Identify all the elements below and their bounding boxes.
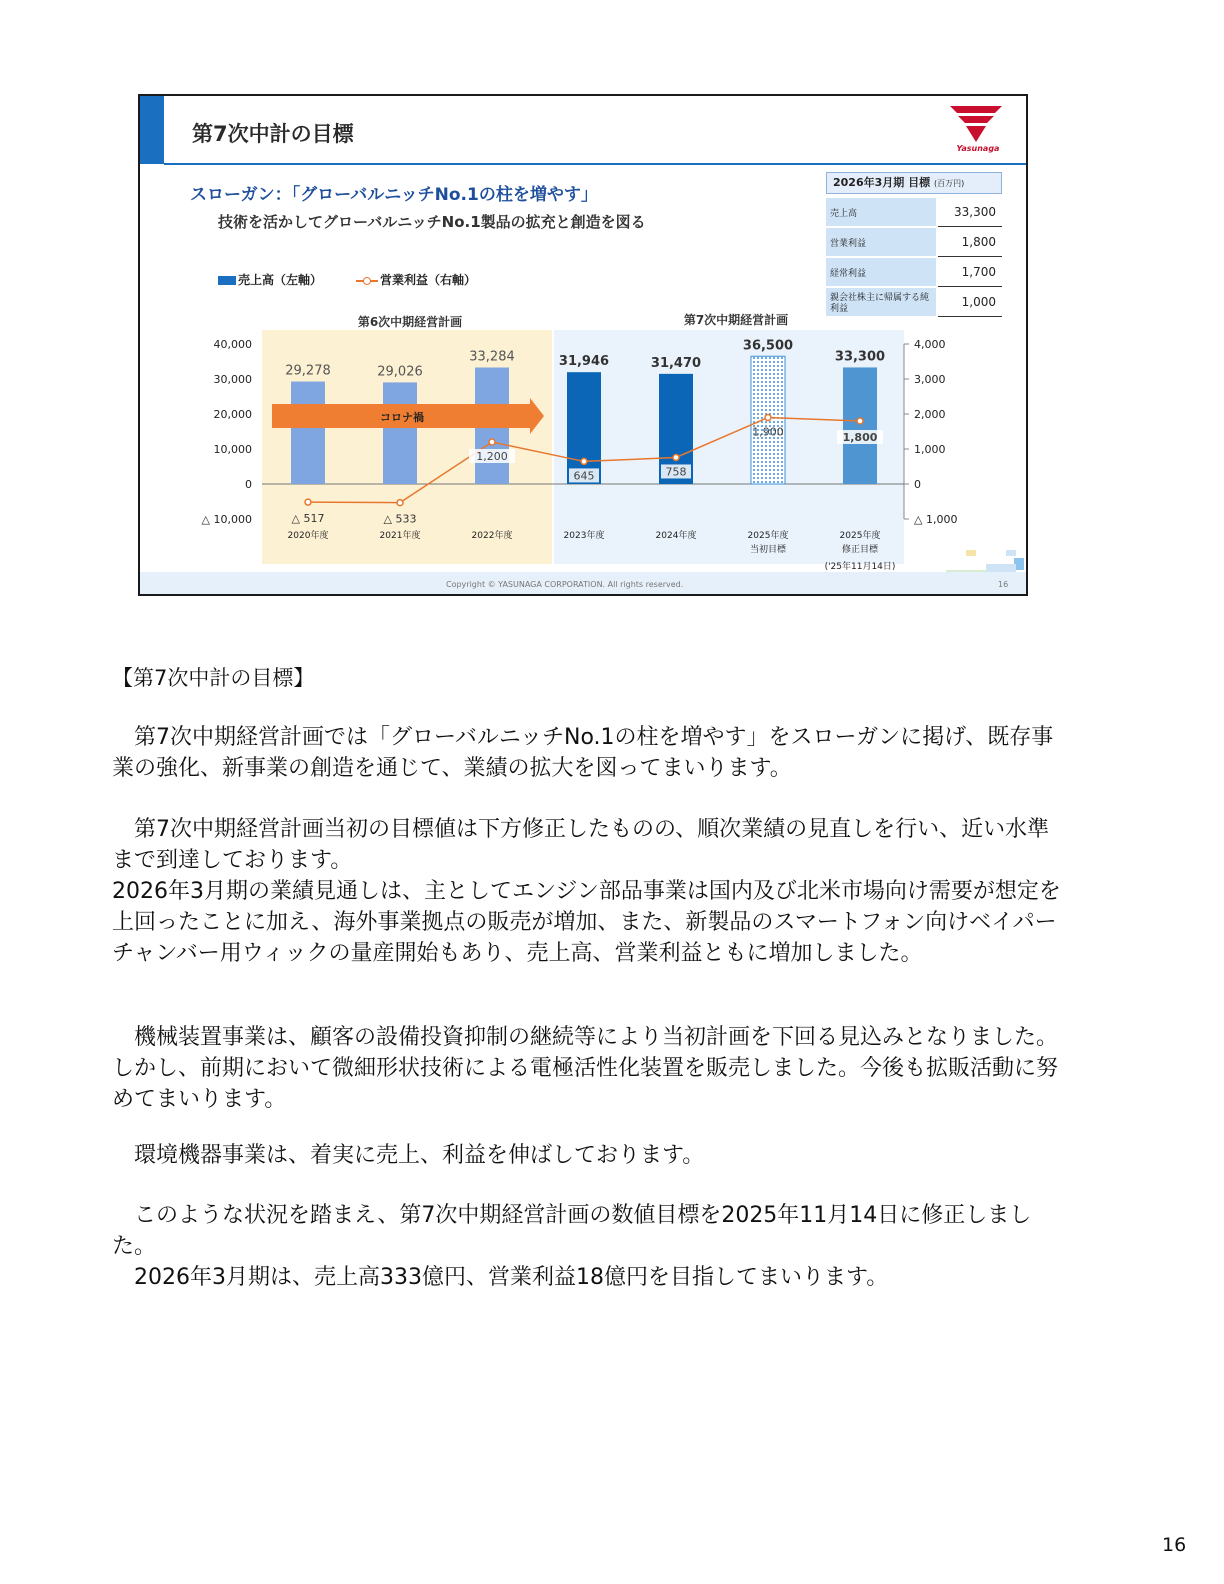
sales-value-label: 29,026	[377, 364, 423, 380]
sales-bar	[291, 382, 325, 484]
y-tick-right: 4,000	[914, 338, 946, 351]
x-category-label: 修正目標	[841, 545, 879, 555]
profit-value-label: 1,200	[476, 450, 508, 463]
profit-value-label: △ 517	[291, 512, 325, 526]
target-label-sales: 売上高	[826, 198, 936, 227]
section-title: 【第7次中計の目標】	[112, 666, 315, 690]
profit-value-label: 758	[665, 465, 687, 479]
decorative-square	[966, 550, 976, 556]
sales-value-label: 33,300	[834, 349, 886, 365]
y-tick-left: 20,000	[213, 408, 252, 421]
y-tick-right: 1,000	[914, 443, 946, 456]
y-tick-left: △ 10,000	[201, 513, 252, 526]
profit-value-label: 1,900	[752, 425, 784, 439]
paragraph: 環境機器事業は、着実に売上、利益を伸ばしております。	[112, 1143, 705, 1168]
operating-profit-point	[305, 499, 311, 505]
y-tick-left: 30,000	[213, 373, 252, 386]
target-label-net-income: 親会社株主に帰属する純利益	[826, 288, 936, 317]
operating-profit-point	[765, 415, 771, 421]
sales-value-label: 36,500	[742, 338, 794, 354]
paragraph: 第7次中期経営計画当初の目標値は下方修正したものの、順次業績の見直しを行い、近い水準まで到達しております。 2026年3月期の業績見通しは、主としてエンジン部品事業は国内及び北米市場向け需要が想定を上回ったことに加え、海外事業拠点の販売が増加、また、新製品のスマートフォン向けベイパーチャンバー用ウィックの量産開始もあり、売上高、営業利益ともに増加しました。	[112, 817, 1061, 966]
target-label-ordinary-profit: 経常利益	[826, 258, 936, 287]
sales-bar	[567, 372, 601, 484]
target-label-operating-profit: 営業利益	[826, 228, 936, 257]
sales-bar	[843, 367, 877, 484]
sales-value-label: 29,278	[285, 363, 331, 379]
y-tick-right: △ 1,000	[914, 513, 958, 526]
slogan: スローガン：「グローバルニッチNo.1の柱を増やす」	[190, 185, 598, 205]
decorative-square	[1006, 550, 1016, 556]
chart-svg	[140, 296, 1026, 576]
legend-label-sales: 売上高（左軸）	[238, 273, 323, 287]
x-category-label: 2021年度	[379, 531, 421, 541]
profit-value-label: △ 533	[383, 512, 417, 526]
sales-value-label: 33,284	[469, 349, 515, 365]
target-table-unit: (百万円)	[933, 179, 965, 188]
slide-title: 第7次中計の目標	[192, 122, 354, 146]
legend-item-sales	[218, 271, 322, 288]
x-category-label: 2020年度	[287, 531, 329, 541]
y-tick-left: 0	[245, 478, 252, 491]
revision-date-footnote: ('25年11月14日)	[824, 562, 896, 572]
x-category-label: 2022年度	[471, 531, 513, 541]
target-value-sales: 33,300	[938, 198, 1002, 227]
profit-value-label: 645	[573, 469, 595, 483]
title-divider	[164, 163, 1026, 165]
legend-item-operating-profit	[356, 271, 476, 288]
target-value-operating-profit: 1,800	[938, 228, 1002, 257]
slide	[138, 94, 1028, 596]
legend-label-operating-profit: 営業利益（右軸）	[380, 273, 477, 287]
y-tick-left: 10,000	[213, 443, 252, 456]
y-tick-right: 0	[914, 478, 921, 491]
target-value-net-income: 1,000	[938, 288, 1002, 317]
operating-profit-point	[489, 439, 495, 445]
sales-value-label: 31,470	[650, 355, 702, 371]
sales-bar	[383, 382, 417, 484]
paragraph: このような状況を踏まえ、第7次中期経営計画の数値目標を2025年11月14日に修正しました。 2026年3月期は、売上高333億円、営業利益18億円を目指してまいります。	[112, 1203, 1032, 1290]
sales-value-label: 31,946	[558, 354, 610, 370]
target-table-header	[826, 172, 1002, 194]
target-row	[826, 198, 1002, 228]
copyright: Copyright © YASUNAGA CORPORATION. All rights reserved.	[446, 580, 684, 589]
sub-slogan: 技術を活かしてグローバルニッチNo.1製品の拡充と創造を図る	[218, 213, 646, 231]
y-tick-left: 40,000	[213, 338, 252, 351]
x-category-label: 2023年度	[563, 531, 605, 541]
operating-profit-point	[857, 418, 863, 424]
x-category-label: 2025年度	[839, 531, 881, 541]
target-value-ordinary-profit: 1,700	[938, 258, 1002, 287]
target-row	[826, 228, 1002, 258]
target-row	[826, 258, 1002, 288]
page-number: 16	[1162, 1534, 1187, 1556]
corona-label: コロナ禍	[380, 411, 424, 424]
title-accent-bar	[140, 96, 164, 164]
logo-text: Yasunaga	[956, 144, 1000, 153]
line-swatch-icon	[356, 276, 378, 286]
operating-profit-point	[673, 454, 679, 460]
operating-profit-point	[581, 458, 587, 464]
paragraph: 機械装置事業は、顧客の設備投資抑制の継続等により当初計画を下回る見込みとなりました。しかし、前期において微細形状技術による電極活性化装置を販売しました。今後も拡販活動に努めてまいります。	[112, 1025, 1059, 1112]
operating-profit-point	[397, 500, 403, 506]
x-category-label: 2024年度	[655, 531, 697, 541]
bar-swatch-icon	[218, 276, 236, 285]
period-label-plan7: 第7次中期経営計画	[683, 313, 789, 327]
sales-profit-chart	[140, 296, 1026, 576]
y-tick-right: 3,000	[914, 373, 946, 386]
x-category-label: 2025年度	[747, 531, 789, 541]
target-table-title: 2026年3月期 目標	[833, 176, 931, 189]
x-category-label: 当初目標	[749, 545, 787, 555]
y-tick-right: 2,000	[914, 408, 946, 421]
slide-page-number: 16	[998, 580, 1009, 589]
profit-value-label: 1,800	[842, 431, 878, 444]
period-label-plan6: 第6次中期経営計画	[357, 315, 463, 329]
paragraph: 第7次中期経営計画では「グローバルニッチNo.1の柱を増やす」をスローガンに掲げ、既存事業の強化、新事業の創造を通じて、業績の拡大を図ってまいります。	[112, 725, 1054, 781]
